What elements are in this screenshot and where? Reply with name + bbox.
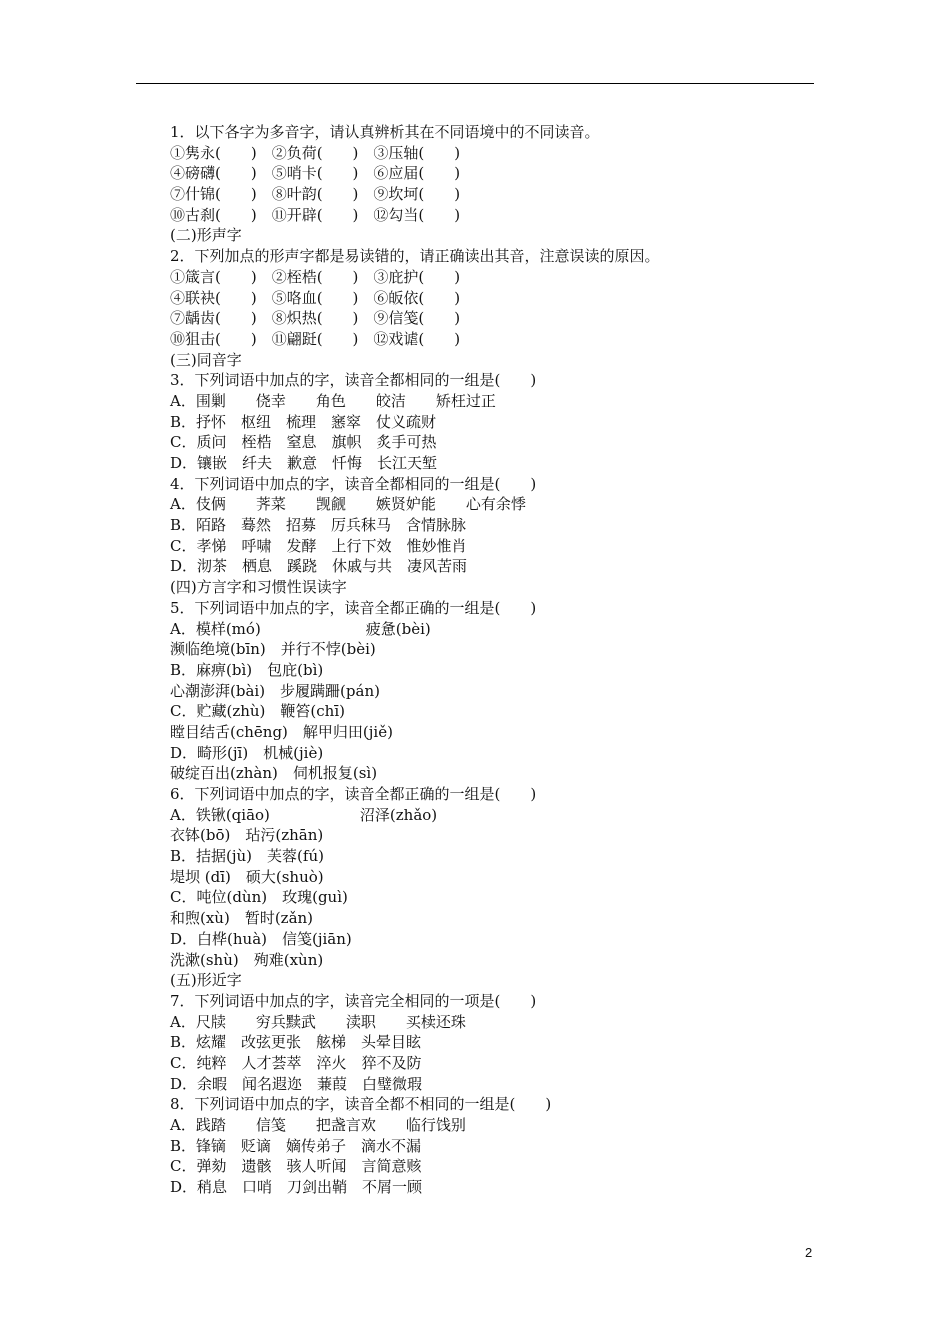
text-line: A．伎俩 荠菜 觊觎 嫉贤妒能 心有余悸 [170, 495, 526, 514]
text-line: D．白桦(huà) 信笺(jiān) [170, 929, 352, 948]
text-line: D．镶嵌 纤夫 歉意 忏悔 长江天堑 [170, 454, 438, 472]
text-line: D．稍息 口哨 刀剑出鞘 不屑一顾 [170, 1178, 423, 1197]
text-line: C．贮藏(zhù) 鞭笞(chī) [170, 702, 345, 721]
text-line: ⑩狙击( ) ⑪翩跹( ) ⑫戏谑( ) [170, 329, 461, 348]
text-line: 4．下列词语中加点的字，读音全都相同的一组是( ) [170, 474, 537, 493]
text-line: C．弹劾 遗骸 骇人听闻 言简意赅 [170, 1157, 422, 1176]
text-line: ①隽永( ) ②负荷( ) ③压轴( ) [170, 143, 461, 162]
text-line: B．炫耀 改弦更张 舷梯 头晕目眩 [170, 1033, 422, 1052]
text-line: ①箴言( ) ②桎梏( ) ③庇护( ) [170, 267, 461, 286]
text-line: B．麻痹(bì) 包庇(bì) [170, 660, 324, 679]
text-line: 6．下列词语中加点的字，读音全都正确的一组是( ) [170, 785, 537, 803]
text-line: (三)同音字 [170, 350, 242, 369]
text-line: 1．以下各字为多音字，请认真辨析其在不同语境中的不同读音。 [170, 123, 600, 141]
text-line: D．畸形(jī) 机械(jiè) [170, 743, 324, 762]
text-line: C．吨位(dùn) 玫瑰(guì) [170, 888, 348, 907]
text-line: A．尺牍 穷兵黩武 渎职 买椟还珠 [170, 1012, 466, 1031]
text-line: 堤坝 (dī) 硕大(shuò) [170, 867, 324, 886]
text-line: 衣钵(bō) 玷污(zhān) [170, 826, 324, 845]
text-line: D．余暇 闻名遐迩 蒹葭 白璧微瑕 [170, 1074, 423, 1093]
text-line: 心潮澎湃(bài) 步履蹒跚(pán) [170, 681, 380, 700]
text-line: C．质问 桎梏 窒息 旗帜 炙手可热 [170, 433, 437, 452]
text-line: A．铁锹(qiāo) 沼泽(zhǎo) [170, 805, 438, 824]
text-line: ⑦龋齿( ) ⑧炽热( ) ⑨信笺( ) [170, 309, 461, 328]
text-line: 7．下列词语中加点的字，读音完全相同的一项是( ) [170, 991, 537, 1010]
text-line: ④联袂( ) ⑤咯血( ) ⑥皈依( ) [170, 288, 461, 307]
text-line: A．围剿 侥幸 角色 皎洁 矫枉过正 [170, 391, 496, 410]
text-line: A．践踏 信笺 把盏言欢 临行饯别 [170, 1116, 466, 1134]
text-line: 濒临绝境(bīn) 并行不悖(bèi) [170, 640, 376, 659]
text-line: 3．下列词语中加点的字，读音全都相同的一组是( ) [170, 371, 537, 390]
text-line: 5．下列词语中加点的字，读音全都正确的一组是( ) [170, 598, 537, 617]
text-line: C．纯粹 人才荟萃 淬火 猝不及防 [170, 1053, 422, 1072]
header-rule [136, 83, 814, 84]
text-line: (四)方言字和习惯性误读字 [170, 578, 347, 597]
text-line: ⑩古刹( ) ⑪开辟( ) ⑫勾当( ) [170, 205, 461, 224]
text-line: (五)形近字 [170, 971, 242, 990]
text-line: B．锋镝 贬谪 嫡传弟子 滴水不漏 [170, 1136, 422, 1155]
text-line: D．沏茶 栖息 蹊跷 休戚与共 凄风苦雨 [170, 557, 468, 576]
text-line: ⑦什锦( ) ⑧叶韵( ) ⑨坎坷( ) [170, 185, 461, 204]
text-line: A．模样(mó) 疲惫(bèi) [170, 619, 431, 638]
text-line: 瞠目结舌(chēng) 解甲归田(jiě) [170, 722, 393, 741]
text-line: 2．下列加点的形声字都是易读错的，请正确读出其音，注意误读的原因。 [170, 247, 660, 266]
text-line: 破绽百出(zhàn) 伺机报复(sì) [170, 764, 378, 783]
page-number: 2 [805, 1245, 813, 1260]
text-line: (二)形声字 [170, 226, 242, 245]
text-line: B．抒怀 枢纽 梳理 窸窣 仗义疏财 [170, 412, 437, 431]
text-line: C．孝悌 呼啸 发酵 上行下效 惟妙惟肖 [170, 536, 467, 555]
document-body [170, 122, 810, 1198]
text-line: 洗漱(shù) 殉难(xùn) [170, 950, 324, 969]
text-line: B．陌路 蓦然 招募 厉兵秣马 含情脉脉 [170, 516, 467, 535]
text-line: 和煦(xù) 暂时(zǎn) [170, 909, 314, 928]
text-line: 8．下列词语中加点的字，读音全都不相同的一组是( ) [170, 1095, 552, 1114]
text-line: B．拮据(jù) 芙蓉(fú) [170, 847, 324, 866]
text-line: ④磅礴( ) ⑤哨卡( ) ⑥应届( ) [170, 164, 461, 183]
